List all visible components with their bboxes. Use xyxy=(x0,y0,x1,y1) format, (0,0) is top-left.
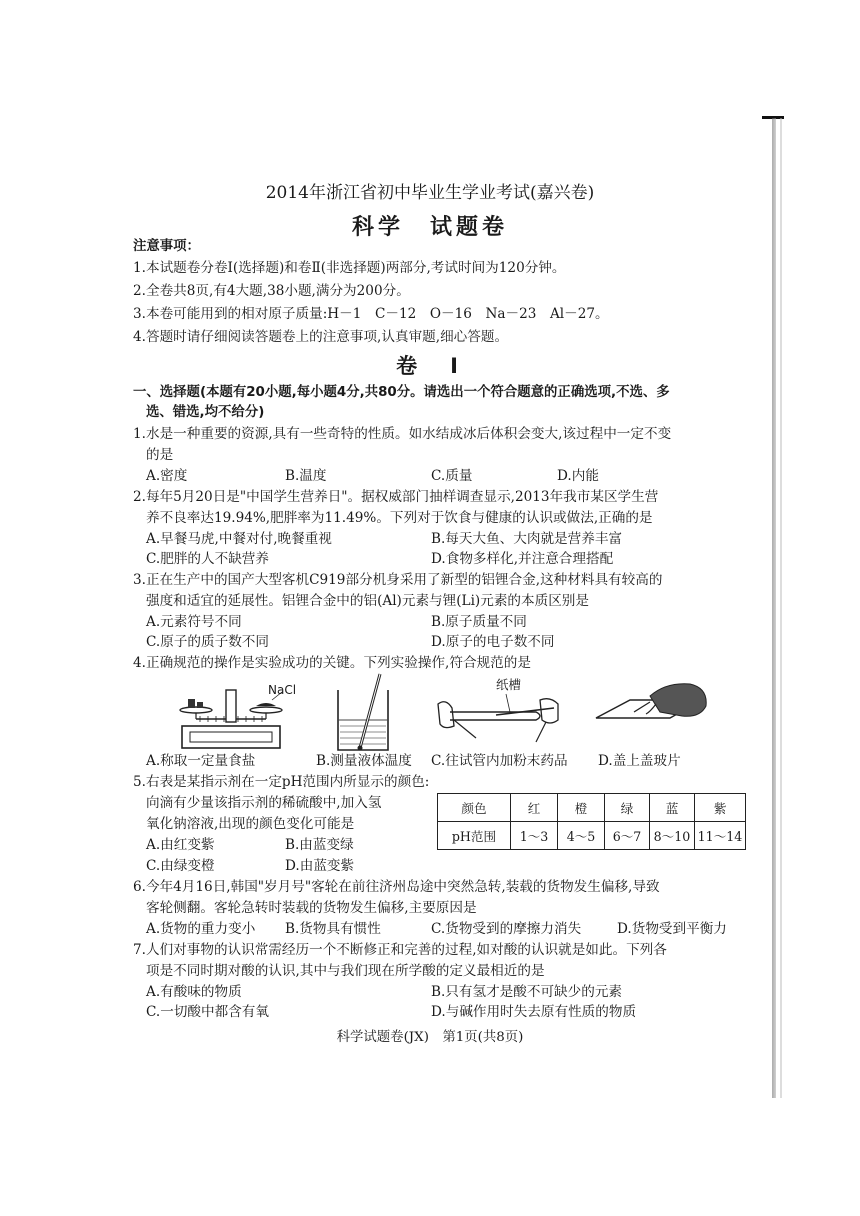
q6-option-d: D.货物受到平衡力 xyxy=(617,921,727,937)
exam-title: 2014年浙江省初中毕业生学业考试(嘉兴卷) xyxy=(265,183,595,203)
q1-option-a: A.密度 xyxy=(146,468,188,484)
q3-stem-1: 3.正在生产中的国产大型客机C919部分机身采用了新型的铝锂合金,这种材料具有较高的 xyxy=(133,572,663,588)
table-cell: 颜色 xyxy=(438,794,511,822)
q2-stem-1: 2.每年5月20日是"中国学生营养日"。据权威部门抽样调查显示,2013年我市某区学生营 xyxy=(133,489,659,505)
table-cell: 绿 xyxy=(605,794,650,822)
q2-option-c: C.肥胖的人不缺营养 xyxy=(146,551,269,567)
q7-option-d: D.与碱作用时失去原有性质的物质 xyxy=(431,1004,637,1020)
table-cell: 6～7 xyxy=(605,822,650,850)
q2-stem-2: 养不良率达19.94%,肥胖率为11.49%。下列对于饮食与健康的认识或做法,正确的是 xyxy=(146,510,653,526)
q5-option-b: B.由蓝变绿 xyxy=(285,837,354,853)
notice-title: 注意事项： xyxy=(133,239,200,254)
notice-item-1: 1.本试题卷分卷Ⅰ(选择题)和卷Ⅱ(非选择题)两部分,考试时间为120分钟。 xyxy=(133,260,566,276)
q4-option-b: B.测量液体温度 xyxy=(316,753,412,769)
q6-option-b: B.货物具有惯性 xyxy=(285,921,381,937)
scan-edge-shadow-2 xyxy=(780,118,782,1098)
scan-edge-shadow xyxy=(772,118,776,1098)
q4-option-c: C.往试管内加粉末药品 xyxy=(431,753,568,769)
q7-option-b: B.只有氢才是酸不可缺少的元素 xyxy=(431,984,623,1000)
table-cell: 1～3 xyxy=(511,822,558,850)
table-cell: 紫 xyxy=(695,794,746,822)
q3-option-d: D.原子的电子数不同 xyxy=(431,634,555,650)
table-cell: 红 xyxy=(511,794,558,822)
q1-stem-2: 的是 xyxy=(146,447,174,463)
table-cell: pH范围 xyxy=(438,822,511,850)
q4-label-nacl: NaCl xyxy=(268,683,297,697)
notice-item-4: 4.答题时请仔细阅读答题卷上的注意事项,认真审题,细心答题。 xyxy=(133,329,509,345)
q7-stem-1: 7.人们对事物的认识常需经历一个不断修正和完善的过程,如对酸的认识就是如此。下列各 xyxy=(133,942,667,958)
table-cell: 蓝 xyxy=(650,794,695,822)
q6-stem-1: 6.今年4月16日,韩国"岁月号"客轮在前往济州岛途中突然急转,装载的货物发生偏移,导致 xyxy=(133,879,660,895)
table-row xyxy=(438,822,746,850)
q2-option-d: D.食物多样化,并注意合理搭配 xyxy=(431,551,614,567)
section-intro-line-2: 选、错选,均不给分) xyxy=(146,405,265,420)
q7-stem-2: 项是不同时期对酸的认识,其中与我们现在所学酸的定义最相近的是 xyxy=(146,963,545,979)
table-row xyxy=(438,794,746,822)
q6-option-c: C.货物受到的摩擦力消失 xyxy=(431,921,582,937)
q7-option-c: C.一切酸中都含有氧 xyxy=(146,1004,269,1020)
exam-subject: 科学 试题卷 xyxy=(351,215,508,240)
notice-item-2: 2.全卷共8页,有4大题,38小题,满分为200分。 xyxy=(133,283,410,299)
q4-option-d: D.盖上盖玻片 xyxy=(598,753,681,769)
page-footer: 科学试题卷(JX) 第1页(共8页) xyxy=(336,1030,524,1045)
q6-option-a: A.货物的重力变小 xyxy=(146,921,256,937)
table-cell: 4～5 xyxy=(558,822,605,850)
table-cell: 11～14 xyxy=(695,822,746,850)
q3-option-a: A.元素符号不同 xyxy=(146,614,242,630)
q5-ph-color-table xyxy=(437,793,746,850)
q4-option-a: A.称取一定量食盐 xyxy=(146,753,256,769)
q5-option-d: D.由蓝变紫 xyxy=(285,858,355,874)
q5-option-a: A.由红变紫 xyxy=(146,837,215,853)
q4-figure-test-tube xyxy=(436,686,564,746)
q5-stem-2: 向滴有少量该指示剂的稀硫酸中,加入氢 xyxy=(146,795,382,811)
q2-option-b: B.每天大鱼、大肉就是营养丰富 xyxy=(431,531,623,547)
q4-figure-slide xyxy=(590,682,710,742)
section-intro-line-1: 一、选择题(本题有20小题,每小题4分,共80分。请选出一个符合题意的正确选项,不选、多 xyxy=(133,385,670,400)
q7-option-a: A.有酸味的物质 xyxy=(146,984,242,1000)
table-cell: 橙 xyxy=(558,794,605,822)
q4-label-paper-trough: 纸槽 xyxy=(496,677,522,692)
q2-option-a: A.早餐马虎,中餐对付,晚餐重视 xyxy=(146,531,332,547)
q3-option-c: C.原子的质子数不同 xyxy=(146,634,269,650)
q5-option-c: C.由绿变橙 xyxy=(146,858,215,874)
table-cell: 8～10 xyxy=(650,822,695,850)
q6-stem-2: 客轮侧翻。客轮急转时装载的货物发生偏移,主要原因是 xyxy=(146,900,477,916)
q5-stem-1: 5.右表是某指示剂在一定pH范围内所显示的颜色: xyxy=(133,774,430,790)
q4-figure-beaker xyxy=(332,670,398,754)
section-title: 卷 Ⅰ xyxy=(396,354,464,378)
notice-item-3: 3.本卷可能用到的相对原子质量:H－1 C－12 O－16 Na－23 Al－27。 xyxy=(133,306,609,322)
q5-stem-3: 氧化钠溶液,出现的颜色变化可能是 xyxy=(146,816,355,832)
q3-stem-2: 强度和适宜的延展性。铝锂合金中的铝(Al)元素与锂(Li)元素的本质区别是 xyxy=(146,593,589,609)
q3-option-b: B.原子质量不同 xyxy=(431,614,527,630)
q4-stem: 4.正确规范的操作是实验成功的关键。下列实验操作,符合规范的是 xyxy=(133,655,531,671)
q1-option-c: C.质量 xyxy=(431,468,473,484)
q1-option-b: B.温度 xyxy=(285,468,327,484)
q1-stem-1: 1.水是一种重要的资源,具有一些奇特的性质。如水结成冰后体积会变大,该过程中一定不变 xyxy=(133,426,672,442)
q1-option-d: D.内能 xyxy=(557,468,599,484)
